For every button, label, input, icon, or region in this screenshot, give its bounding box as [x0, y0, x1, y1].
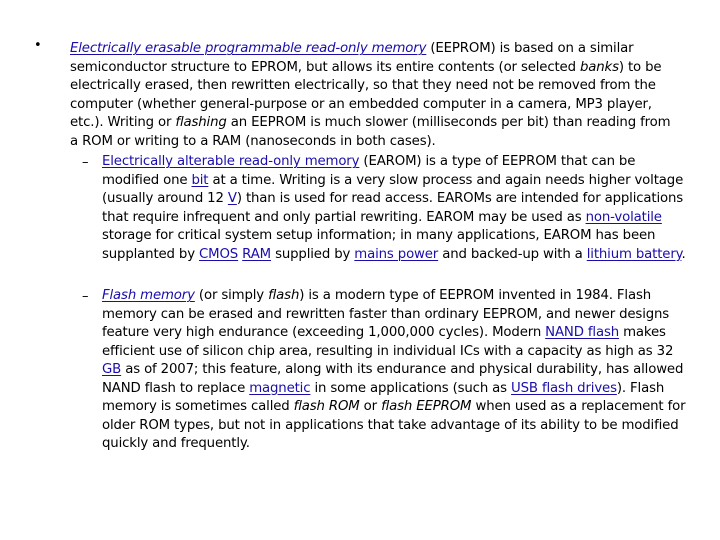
link-lithium-battery[interactable]: lithium battery: [586, 246, 682, 262]
text-flashing: flashing: [175, 115, 227, 130]
text: supplied by: [271, 246, 355, 262]
link-bit[interactable]: bit: [191, 172, 209, 188]
text-flash-rom: flash ROM: [293, 399, 360, 414]
link-mains-power[interactable]: mains power: [354, 246, 439, 262]
text: .: [681, 246, 686, 262]
text: or: [359, 399, 382, 414]
text-flash-eeprom: flash EEPROM: [381, 399, 472, 414]
eeprom-paragraph: [70, 40, 682, 151]
bullet-marker: •: [34, 38, 42, 53]
link-non-volatile[interactable]: non-volatile: [585, 209, 662, 225]
flash-paragraph: [102, 287, 687, 454]
link-nand-flash[interactable]: NAND flash: [545, 325, 620, 340]
text: ) is a modern type of EEPROM invented in 1984. Flash memory can be erased and rewritten faster than ordinary EEPROM, and newer designs feature very high endurance (exceeding 1,000,000 cycles). Modern: [102, 288, 670, 340]
link-ram[interactable]: RAM: [242, 246, 271, 262]
link-earom[interactable]: Electrically alterable read-only memory: [102, 154, 360, 169]
text: (or simply: [194, 288, 269, 303]
dash-marker: –: [82, 289, 89, 304]
text-banks: banks: [579, 59, 619, 75]
text: ). Flash memory is sometimes called: [102, 380, 665, 414]
text: and backed-up with a: [438, 246, 587, 262]
text: as of 2007; this feature, along with its endurance and physical durability, has allowed NAND flash to replace: [102, 362, 684, 396]
text: (EAROM) is a type of EEPROM that can be modified one: [102, 154, 636, 188]
link-volt[interactable]: V: [227, 191, 237, 206]
text: at a time. Writing is a very slow process and again needs higher voltage (usually around 12: [102, 172, 684, 206]
text: in some applications (such as: [310, 380, 512, 396]
link-usb-flash-drives[interactable]: USB flash drives: [511, 380, 617, 396]
text: an EEPROM is much slower (milliseconds per bit) than reading from a ROM or writing to a RAM (nanoseconds in both cases).: [70, 115, 671, 149]
text: when used as a replacement for older ROM types, but not in applications that take advantage of its ability to be modified quickly and frequently.: [102, 399, 686, 451]
text: storage for critical system setup information; in many applications, EAROM has been supplanted by: [102, 228, 656, 262]
dash-marker: –: [82, 155, 89, 170]
link-gb[interactable]: GB: [102, 362, 122, 377]
link-flash-memory[interactable]: Flash memory: [102, 288, 195, 303]
earom-paragraph: [102, 153, 687, 264]
text: ) than is used for read access. EAROMs are intended for applications that require infrequent and only partial rewriting. EAROM may be used as: [102, 191, 684, 225]
text-flash: flash: [268, 288, 300, 303]
text: ) to be electrically erased, then rewritten electrically, so that they need not be removed from the computer (whether general-purpose or an embedded computer in a camera, MP3 player, etc.). Writing or: [70, 59, 662, 130]
link-cmos[interactable]: CMOS: [199, 246, 239, 262]
link-eeprom[interactable]: Electrically erasable programmable read-only memory: [70, 41, 427, 56]
text: makes efficient use of silicon chip area, resulting in individual ICs with a capacity as high as 32: [102, 325, 674, 359]
text: (EEPROM) is based on a similar semiconductor structure to EPROM, but allows its entire contents (or selected: [70, 41, 634, 75]
link-magnetic[interactable]: magnetic: [249, 380, 311, 396]
